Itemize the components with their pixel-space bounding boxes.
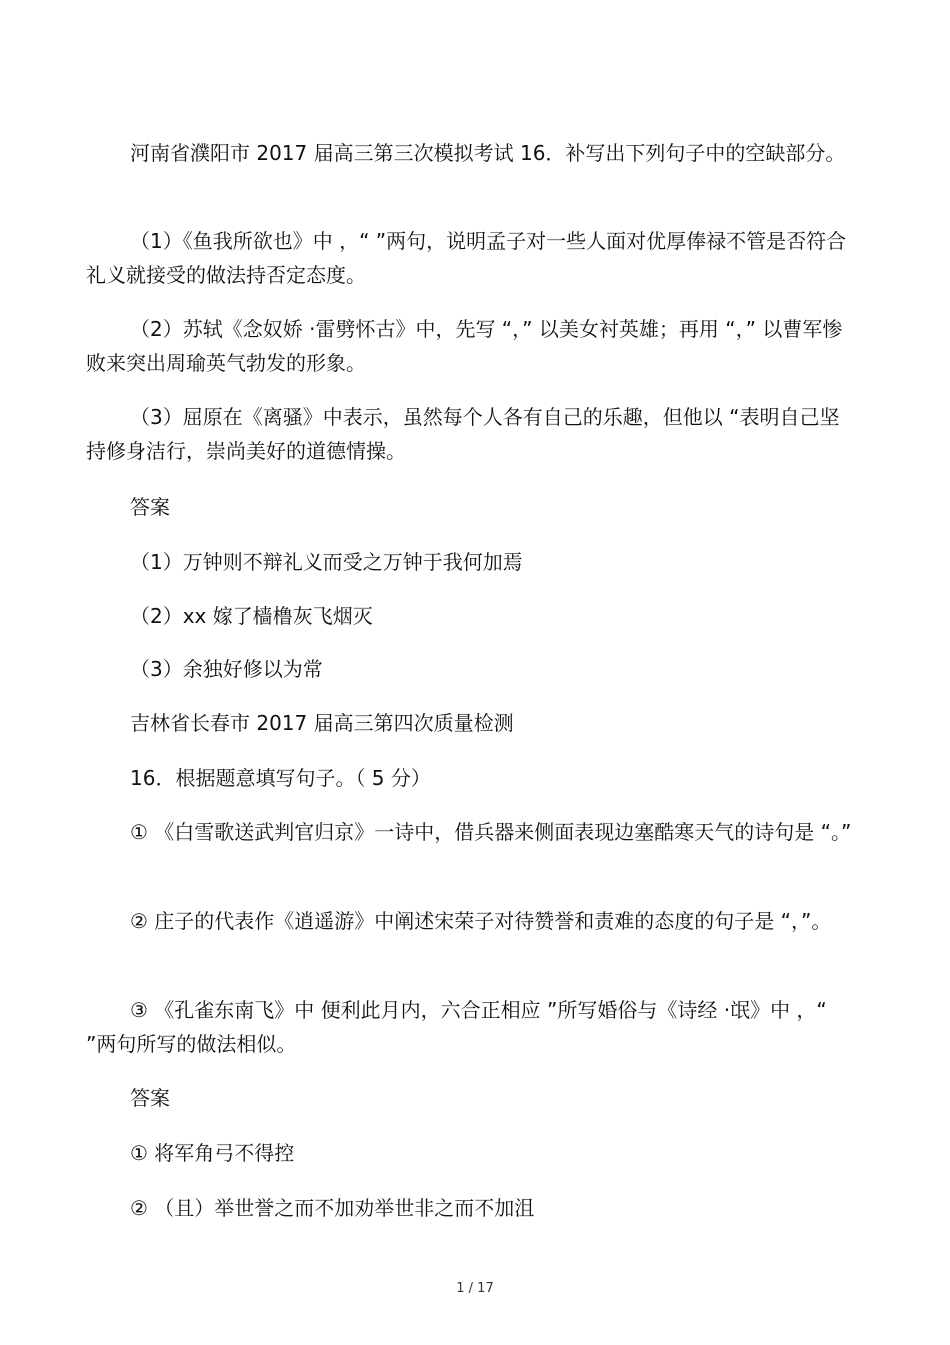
sub-question-2: ② 庄子的代表作《逍遥游》中阐述宋荣子对待赞誉和责难的态度的句子是 “，”。 (130, 909, 832, 933)
sub-question-1: ① 《白雪歌送武判官归京》一诗中，借兵器来侧面表现边塞酷寒天气的诗句是 “。” (130, 820, 852, 844)
answer-3: （3）余独好修以为常 (130, 657, 323, 681)
sub-question-3: ③ 《孔雀东南飞》中 便利此月内，六合正相应 ”所写婚俗与《诗经 ·氓》中 ，“ ”两句所写的做法相似。 (86, 998, 827, 1056)
question-16-intro: 16．根据题意填写句子。（ 5 分） (130, 766, 431, 790)
heading-henan: 河南省濮阳市 2017 届高三第三次模拟考试 16．补写出下列句子中的空缺部分。 (130, 141, 846, 165)
answer-label-2: 答案 (130, 1086, 170, 1110)
answer-1: （1）万钟则不辩礼义而受之万钟于我何加焉 (130, 550, 523, 574)
answer-label-1: 答案 (130, 495, 170, 519)
answer-b-1: ① 将军角弓不得控 (130, 1141, 295, 1165)
answer-b-2: ② （且）举世誉之而不加劝举世非之而不加沮 (130, 1196, 535, 1220)
question-1: （1）《鱼我所欲也》中 ，“ ”两句，说明孟子对一些人面对优厚俸禄不管是否符合礼义就接受的做法持否定态度。 (86, 229, 847, 287)
question-2: （2）苏轼《念奴娇 ·雷劈怀古》中，先写 “，” 以美女衬英雄；再用 “，” 以曹军惨败来突出周瑜英气勃发的形象。 (86, 317, 843, 375)
answer-2: （2）xx 嫁了樯橹灰飞烟灭 (130, 604, 373, 628)
question-3: （3）屈原在《离骚》中表示，虽然每个人各有自己的乐趣，但他以 “表明自己坚持修身洁行，崇尚美好的道德情操。 (86, 405, 840, 463)
page-number: 1 / 17 (456, 1281, 494, 1296)
heading-jilin: 吉林省长春市 2017 届高三第四次质量检测 (130, 711, 514, 735)
